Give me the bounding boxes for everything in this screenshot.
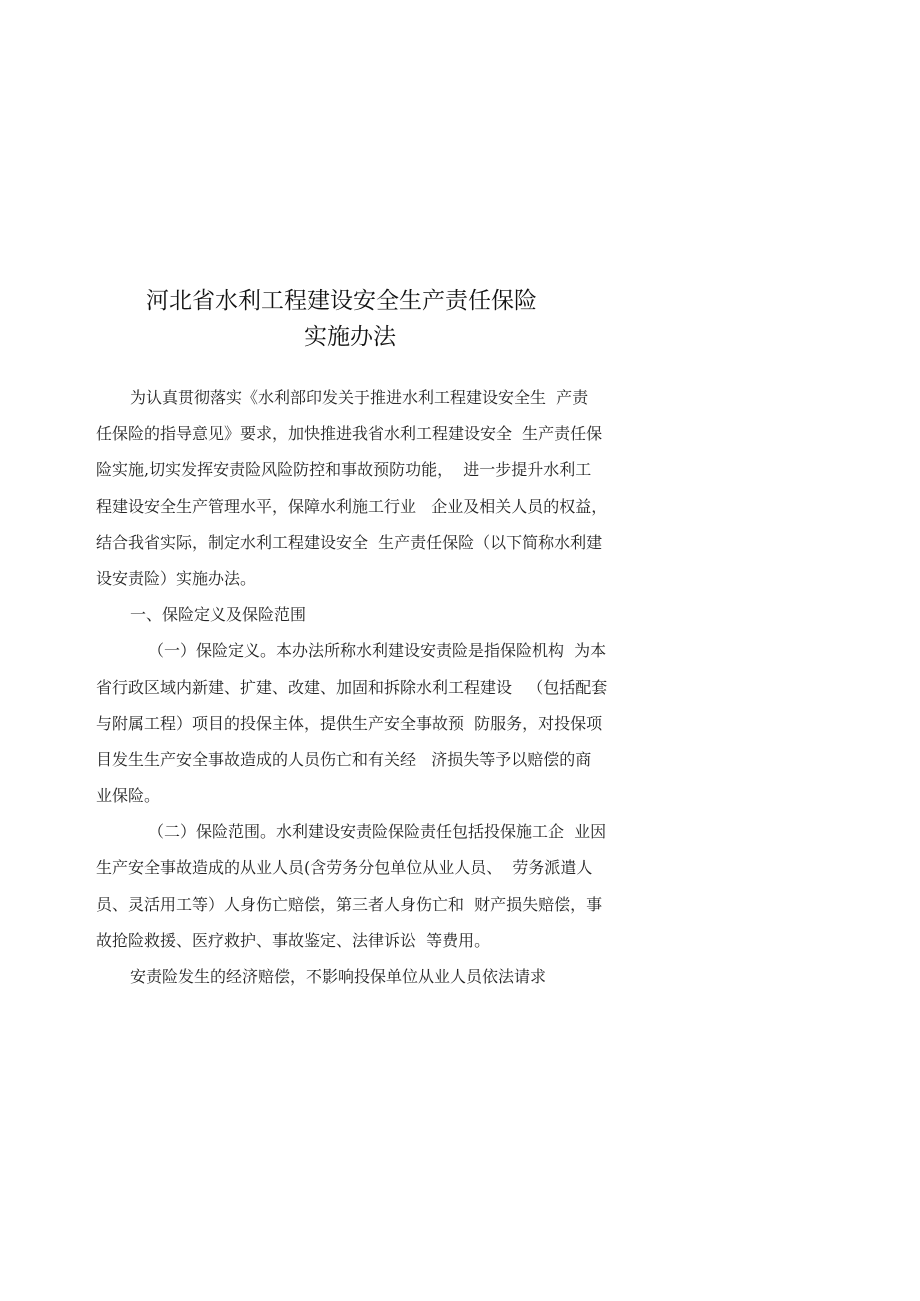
text-line: （一）保险定义。本办法所称水利建设安责险是指保险机构 为本 [148,641,607,661]
text-line: 目发生生产安全事故造成的人员伤亡和有关经 济损失等予以赔偿的商 [96,749,592,769]
text-line: 与附属工程）项目的投保主体，提供生产安全事故预 防服务，对投保项 [96,713,603,733]
section-heading-1 [96,597,636,633]
text-line: 任保险的指导意见》要求，加快推进我省水利工程建设安全 生产责任保 [96,424,603,444]
text-line: 业保险。 [96,786,161,806]
title-line-1: 河北省水利工程建设安全生产责任保险 [146,288,537,314]
title-line-2: 实施办法 [304,324,396,350]
text-line: 程建设安全生产管理水平，保障水利施工行业 企业及相关人员的权益， [96,496,608,516]
text-line: （二）保险范围。水利建设安责险保险责任包括投保施工企 业因 [148,822,607,842]
text-line: 生产安全事故造成的从业人员(含劳务分包单位从业人员、 劳务派遣人 [96,858,593,878]
text-line: 设安责险）实施办法。 [96,568,257,588]
text-line: 省行政区域内新建、扩建、改建、加固和拆除水利工程建设 （包括配套 [96,677,608,697]
text-line: 故抢险救援、医疗救护、事故鉴定、法律诉讼 等费用。 [96,930,491,950]
text-line: 险实施,切实发挥安责险风险防控和事故预防功能， 进一步提升水利工 [96,460,592,480]
paragraph-scope [96,814,636,959]
paragraph-compensation [96,959,636,995]
paragraph-preamble [96,380,636,597]
paragraph-definition [96,633,636,814]
text-line: 安责险发生的经济赔偿，不影响投保单位从业人员依法请求 [130,967,547,986]
text-line: 一、保险定义及保险范围 [130,605,307,625]
document-body [96,380,636,995]
text-line: 员、灵活用工等）人身伤亡赔偿，第三者人身伤亡和 财产损失赔偿，事 [96,894,603,914]
text-line: 为认真贯彻落实《水利部印发关于推进水利工程建设安全生 产责 [130,388,589,407]
text-line: 结合我省实际，制定水利工程建设安全 生产责任保险（以下简称水利建 [96,532,603,552]
document-title [140,283,580,355]
